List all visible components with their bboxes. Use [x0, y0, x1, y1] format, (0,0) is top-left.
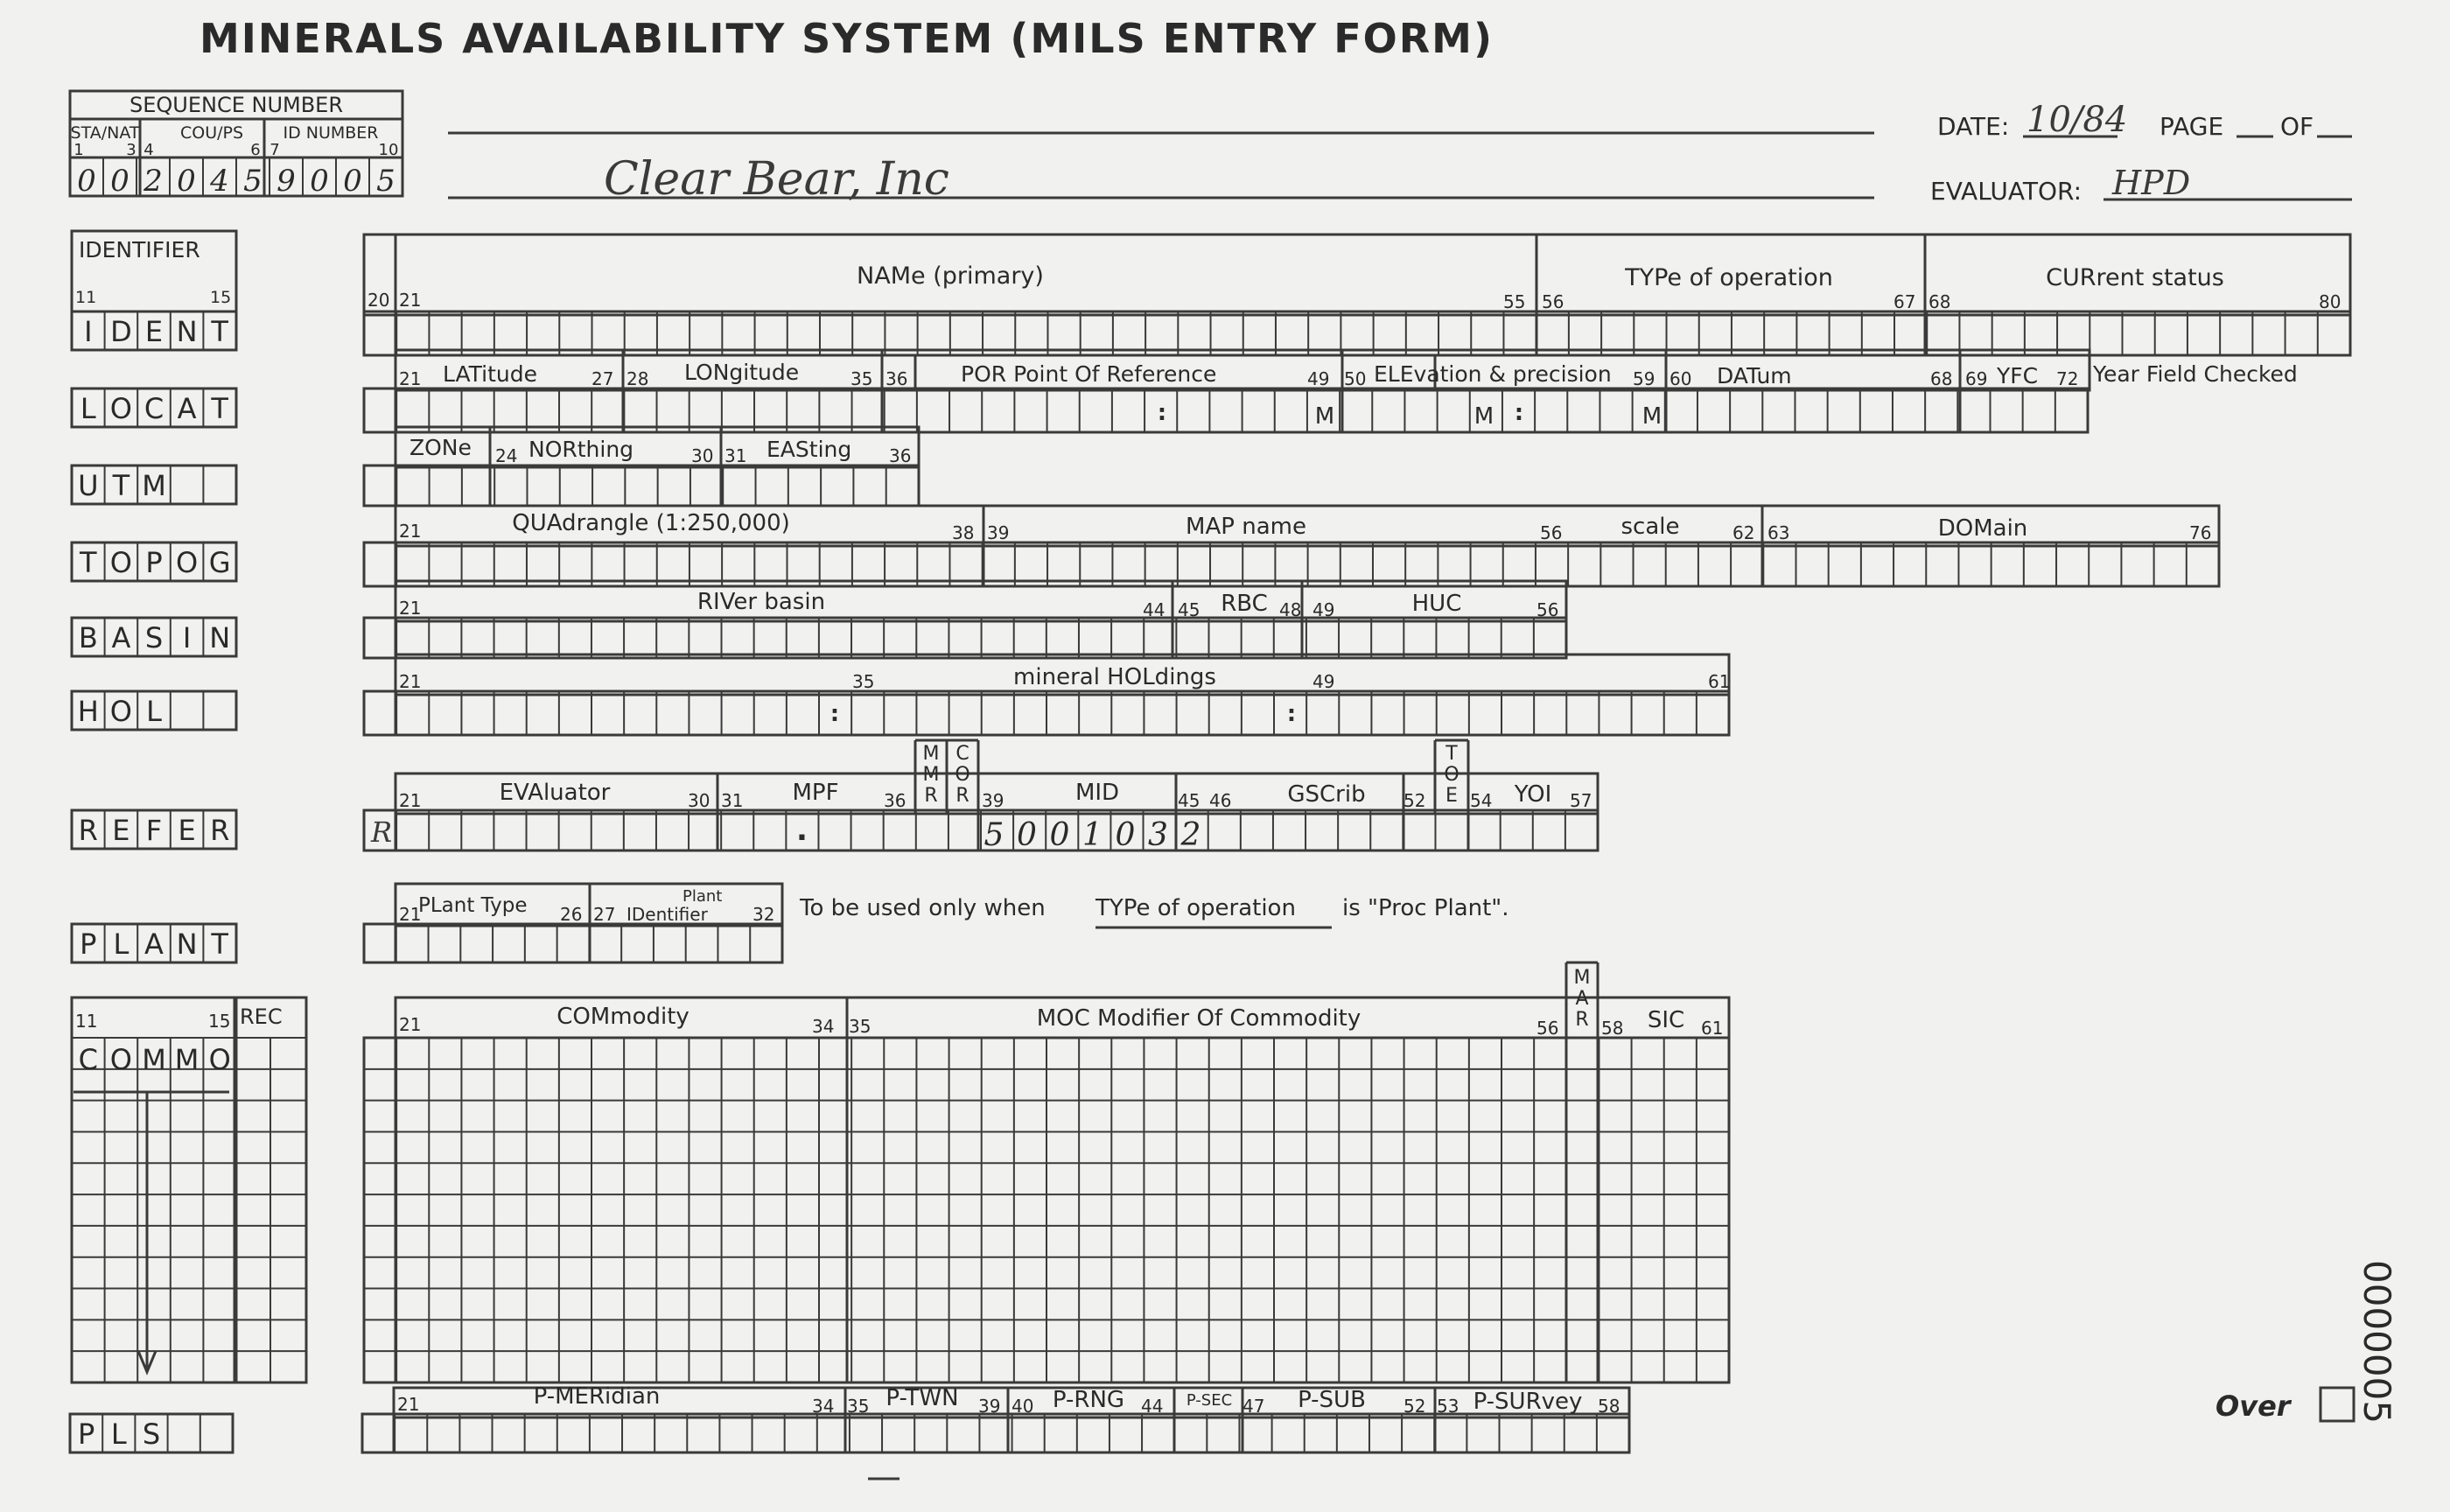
locat-col-68: 68: [1930, 368, 1953, 389]
basin-river-label: RIVer basin: [696, 589, 826, 615]
pls-col-40: 40: [1012, 1396, 1034, 1417]
locat-code-letter: L: [80, 392, 96, 425]
ident-col-20: 20: [368, 290, 390, 311]
hol-col-49: 49: [1312, 671, 1335, 692]
identifier-col-15: 15: [210, 288, 232, 307]
identifier-label: IDENTIFIER: [79, 237, 200, 262]
topog-col-63: 63: [1768, 522, 1790, 543]
locat-col-50: 50: [1344, 368, 1367, 389]
basin-code-letter: N: [209, 621, 231, 654]
basin-code-letter: I: [182, 621, 192, 654]
refer-cor-1: C: [956, 743, 970, 765]
locat-datum-label: DATum: [1717, 363, 1792, 388]
sequence-digit: 0: [77, 164, 96, 199]
commo-moc-label: MOC Modifier Of Commodity: [1036, 1005, 1362, 1032]
ident-col-67: 67: [1894, 291, 1916, 312]
refer-mmr-2: M: [922, 764, 940, 786]
basin-col-44: 44: [1143, 599, 1166, 620]
sequence-digit: 0: [110, 164, 130, 199]
ident-type-label: TYPe of operation: [1625, 264, 1833, 291]
ident-code-letter: N: [176, 315, 198, 348]
locat-yfc-desc: Year Field Checked: [2093, 361, 2298, 387]
ident-col-56: 56: [1542, 291, 1564, 312]
refer-col-39: 39: [982, 790, 1004, 811]
locat-code-letter: O: [109, 392, 132, 425]
basin-col-21: 21: [399, 598, 422, 619]
basin-rbc-label: RBC: [1221, 591, 1268, 617]
hol-col-35: 35: [852, 671, 875, 692]
refer-col-36: 36: [884, 790, 906, 811]
sequence-digit: 9: [276, 164, 296, 199]
refer-evaluator-label: EVAluator: [499, 780, 611, 806]
sequence-digit: 0: [310, 164, 329, 199]
refer-gscrib-label: GSCrib: [1287, 781, 1366, 808]
locat-elev-colon: :: [1514, 400, 1524, 426]
sequence-digit: 0: [343, 164, 362, 199]
hol-colon-2: :: [1286, 701, 1297, 727]
plant-note-2: TYPe of operation: [1096, 895, 1296, 921]
pls-col-47: 47: [1242, 1396, 1265, 1417]
locat-col-49: 49: [1307, 368, 1330, 389]
topog-map-label: MAP name: [1186, 514, 1306, 540]
pls-rng-label: P-RNG: [1052, 1387, 1125, 1413]
commo-mar-1: M: [1573, 967, 1591, 989]
ident-code-letter: T: [211, 315, 228, 348]
basin-code-letter: S: [144, 621, 164, 654]
commo-col-21: 21: [399, 1014, 422, 1035]
topog-code-letter: G: [208, 546, 231, 579]
topog-code-letter: T: [80, 546, 97, 579]
plant-col-27: 27: [593, 904, 616, 925]
commo-col-58: 58: [1601, 1018, 1624, 1039]
refer-col-54: 54: [1470, 790, 1493, 811]
pls-col-58: 58: [1598, 1396, 1620, 1417]
topog-code-letter: P: [145, 546, 163, 579]
topog-col-56: 56: [1540, 522, 1563, 543]
locat-col-69: 69: [1965, 368, 1988, 389]
mid-digit: 0: [1115, 817, 1136, 853]
mid-digit: 2: [1180, 817, 1201, 853]
commo-col-61: 61: [1701, 1018, 1724, 1039]
refer-col-46: 46: [1209, 790, 1232, 811]
topog-col-21: 21: [399, 521, 422, 542]
refer-cor-3: R: [956, 785, 970, 807]
seq-col-7: 7: [270, 141, 280, 159]
refer-mmr-3: R: [924, 785, 938, 807]
utm-code-letter: T: [112, 469, 130, 502]
sta-nat-label: STA/NAT: [70, 123, 140, 143]
hol-code-letter: H: [77, 695, 99, 728]
utm-code-letter: U: [78, 469, 99, 502]
plant-code-letter: L: [113, 928, 130, 961]
locat-code-letter: A: [177, 392, 197, 425]
sequence-digit: 5: [243, 164, 262, 199]
ident-col-55: 55: [1503, 291, 1526, 312]
over-checkbox[interactable]: [2320, 1388, 2354, 1421]
mid-digit: 5: [984, 817, 1004, 853]
plant-cells: [364, 924, 782, 962]
locat-code-letter: C: [144, 392, 164, 425]
hol-code-letter: O: [109, 695, 132, 728]
seq-col-1: 1: [74, 141, 84, 159]
date-value: 10/84: [2026, 100, 2128, 140]
plant-id-label-1: Plant: [682, 887, 723, 906]
refer-col-57: 57: [1570, 790, 1592, 811]
locat-col-35: 35: [850, 368, 873, 389]
commo-mar-2: A: [1575, 988, 1589, 1010]
locat-longitude-label: LONgitude: [684, 360, 800, 385]
pls-sub-label: P-SUB: [1298, 1387, 1366, 1413]
locat-m-mark-1: M: [1314, 403, 1335, 430]
identifier-col-11: 11: [75, 288, 97, 307]
locat-col-36: 36: [886, 368, 908, 389]
refer-code-letter: E: [112, 814, 130, 847]
ident-col-21: 21: [399, 290, 422, 311]
commo-col-56: 56: [1536, 1018, 1559, 1039]
utm-col-31: 31: [724, 445, 747, 466]
locat-col-27: 27: [592, 368, 614, 389]
refer-yoi-label: YOI: [1514, 781, 1552, 808]
pls-col-53: 53: [1437, 1396, 1460, 1417]
basin-code-letter: A: [111, 621, 131, 654]
topog-domain-label: DOMain: [1937, 515, 2028, 542]
commo-sic-label: SIC: [1647, 1007, 1685, 1033]
locat-col-60: 60: [1670, 368, 1692, 389]
refer-code-letter: E: [178, 814, 196, 847]
plant-col-26: 26: [560, 904, 583, 925]
refer-mid-label: MID: [1074, 780, 1120, 806]
locat-col-28: 28: [626, 368, 649, 389]
commo-code-letter: O: [109, 1043, 132, 1076]
commo-code-letter: M: [174, 1043, 200, 1076]
pls-code-letter: S: [142, 1418, 161, 1451]
cou-ps-label: COU/PS: [179, 123, 244, 143]
plant-code-letter: N: [176, 928, 198, 961]
refer-toe-3: E: [1446, 785, 1458, 807]
evaluator-label: EVALUATOR:: [1930, 177, 2082, 206]
mid-digit: 3: [1148, 817, 1168, 853]
commo-col-15: 15: [208, 1011, 231, 1032]
refer-col-31: 31: [721, 790, 744, 811]
utm-cells: [364, 466, 919, 506]
mid-digit: 0: [1049, 817, 1070, 853]
locat-col-21: 21: [399, 368, 422, 389]
topog-scale-label: scale: [1620, 514, 1680, 540]
pls-sec-label: P-SEC: [1186, 1391, 1233, 1410]
form-title: MINERALS AVAILABILITY SYSTEM (MILS ENTRY FORM): [200, 15, 1494, 62]
topog-code-letter: O: [176, 546, 199, 579]
ident-code-letter: I: [84, 315, 93, 348]
locat-yfc-label: YFC: [1997, 363, 2039, 388]
plant-type-label: PLant Type: [418, 894, 528, 917]
basin-cells: [364, 618, 1566, 658]
commo-code-letter: C: [78, 1043, 98, 1076]
plant-col-32: 32: [752, 904, 775, 925]
pls-col-44: 44: [1141, 1396, 1164, 1417]
utm-zone-label: ZONe: [410, 435, 472, 460]
pls-code-letter: P: [77, 1418, 95, 1451]
hol-col-21: 21: [399, 671, 422, 692]
ident-current-label: CURrent status: [2046, 264, 2224, 291]
mid-digit: 0: [1017, 817, 1037, 853]
hol-code-letter: L: [146, 695, 162, 728]
basin-code-letter: B: [78, 621, 98, 654]
commo-col-35: 35: [849, 1016, 872, 1037]
refer-code-letter: F: [145, 814, 163, 847]
topog-col-62: 62: [1732, 522, 1755, 543]
seq-col-6: 6: [250, 141, 261, 159]
commo-rec-label: REC: [240, 1004, 283, 1029]
refer-mpf-dot: .: [796, 813, 808, 848]
sequence-digit: 0: [177, 164, 196, 199]
locat-por-label: POR Point Of Reference: [961, 361, 1217, 387]
sequence-heading: SEQUENCE NUMBER: [129, 93, 344, 117]
refer-col-52: 52: [1404, 790, 1426, 811]
ident-code-letter: E: [144, 315, 164, 348]
utm-col-24: 24: [495, 445, 518, 466]
locat-m-mark-2: M: [1474, 403, 1494, 430]
utm-col-30: 30: [691, 445, 714, 466]
refer-mpf-label: MPF: [792, 780, 839, 806]
commo-code-letter: M: [142, 1043, 166, 1076]
seq-col-4: 4: [144, 141, 154, 159]
over-label: Over: [2216, 1390, 2291, 1423]
locat-col-72: 72: [2056, 368, 2079, 389]
of-label: OF: [2280, 112, 2314, 141]
basin-col-48: 48: [1279, 599, 1302, 620]
utm-easting-label: EASting: [766, 437, 852, 462]
refer-code-letter: R: [78, 814, 98, 847]
locat-latitude-label: LATitude: [443, 361, 538, 387]
commo-commodity-label: COMmodity: [556, 1004, 690, 1030]
pls-meridian-label: P-MERidian: [533, 1383, 661, 1410]
basin-huc-label: HUC: [1411, 591, 1462, 617]
plant-col-21: 21: [399, 904, 422, 925]
hol-colon-1: :: [830, 701, 840, 727]
basin-col-49: 49: [1312, 599, 1335, 620]
pls-cells: [362, 1414, 1629, 1452]
sequence-digit: 5: [376, 164, 396, 199]
locat-m-mark-3: M: [1642, 403, 1662, 430]
pls-col-35: 35: [847, 1396, 870, 1417]
seq-col-3: 3: [126, 141, 136, 159]
date-label: DATE:: [1937, 112, 2010, 141]
seq-col-10: 10: [378, 141, 399, 159]
commo-code-letter: O: [208, 1043, 231, 1076]
company-name: Clear Bear, Inc: [604, 153, 949, 206]
pls-col-52: 52: [1404, 1396, 1426, 1417]
locat-col-59: 59: [1633, 368, 1656, 389]
commo-col-34: 34: [812, 1016, 835, 1037]
basin-col-45: 45: [1178, 599, 1200, 620]
plant-code-letter: A: [144, 928, 164, 961]
topog-col-38: 38: [952, 522, 975, 543]
locat-elevation-label: ELEvation & precision: [1374, 361, 1612, 387]
topog-col-39: 39: [987, 522, 1010, 543]
topog-col-76: 76: [2189, 522, 2212, 543]
plant-id-label-2: IDentifier: [626, 904, 708, 925]
page-label: PAGE: [2160, 112, 2224, 141]
commo-mar-3: R: [1575, 1009, 1589, 1031]
pls-col-34: 34: [812, 1396, 835, 1417]
refer-toe-1: T: [1446, 743, 1458, 765]
plant-note-3: is "Proc Plant".: [1342, 895, 1509, 921]
pls-col-21: 21: [397, 1394, 420, 1415]
serial-number: 0000005: [2356, 1260, 2398, 1424]
utm-northing-label: NORthing: [528, 437, 634, 462]
refer-col-30: 30: [688, 790, 710, 811]
sequence-digit: 4: [210, 164, 229, 199]
id-number-label: ID NUMBER: [283, 123, 379, 143]
pls-code-letter: L: [110, 1418, 127, 1451]
hol-holdings-label: mineral HOLdings: [1013, 664, 1216, 690]
refer-toe-2: O: [1444, 764, 1460, 786]
mid-digit: 1: [1082, 817, 1102, 853]
down-arrow-icon: [74, 1092, 229, 1372]
refer-col-21: 21: [399, 790, 422, 811]
sequence-digit: 2: [144, 164, 163, 199]
evaluator-value: HPD: [2112, 164, 2191, 202]
commo-col-11: 11: [75, 1011, 98, 1032]
pls-col-39: 39: [978, 1396, 1001, 1417]
basin-col-56: 56: [1536, 599, 1559, 620]
pls-twn-label: P-TWN: [886, 1385, 959, 1411]
refer-mmr-1: M: [922, 743, 940, 765]
ident-col-68: 68: [1928, 291, 1951, 312]
topog-quadrangle-label: QUAdrangle (1:250,000): [512, 510, 790, 536]
utm-col-36: 36: [889, 445, 912, 466]
plant-code-letter: P: [80, 928, 97, 961]
locat-code-letter: T: [211, 392, 228, 425]
refer-r-value: R: [371, 816, 393, 849]
plant-note-1: To be used only when: [800, 895, 1046, 921]
hol-col-61: 61: [1708, 671, 1731, 692]
refer-code-letter: R: [210, 814, 230, 847]
ident-code-letter: D: [110, 315, 132, 348]
ident-name-label: NAMe (primary): [857, 262, 1044, 290]
utm-code-letter: M: [142, 469, 166, 502]
pls-survey-label: P-SURvey: [1473, 1389, 1583, 1415]
locat-por-colon: :: [1157, 400, 1167, 426]
refer-cor-2: O: [955, 764, 970, 786]
ident-col-80: 80: [2319, 291, 2342, 312]
topog-code-letter: O: [109, 546, 132, 579]
refer-col-45: 45: [1178, 790, 1200, 811]
plant-code-letter: T: [211, 928, 228, 961]
